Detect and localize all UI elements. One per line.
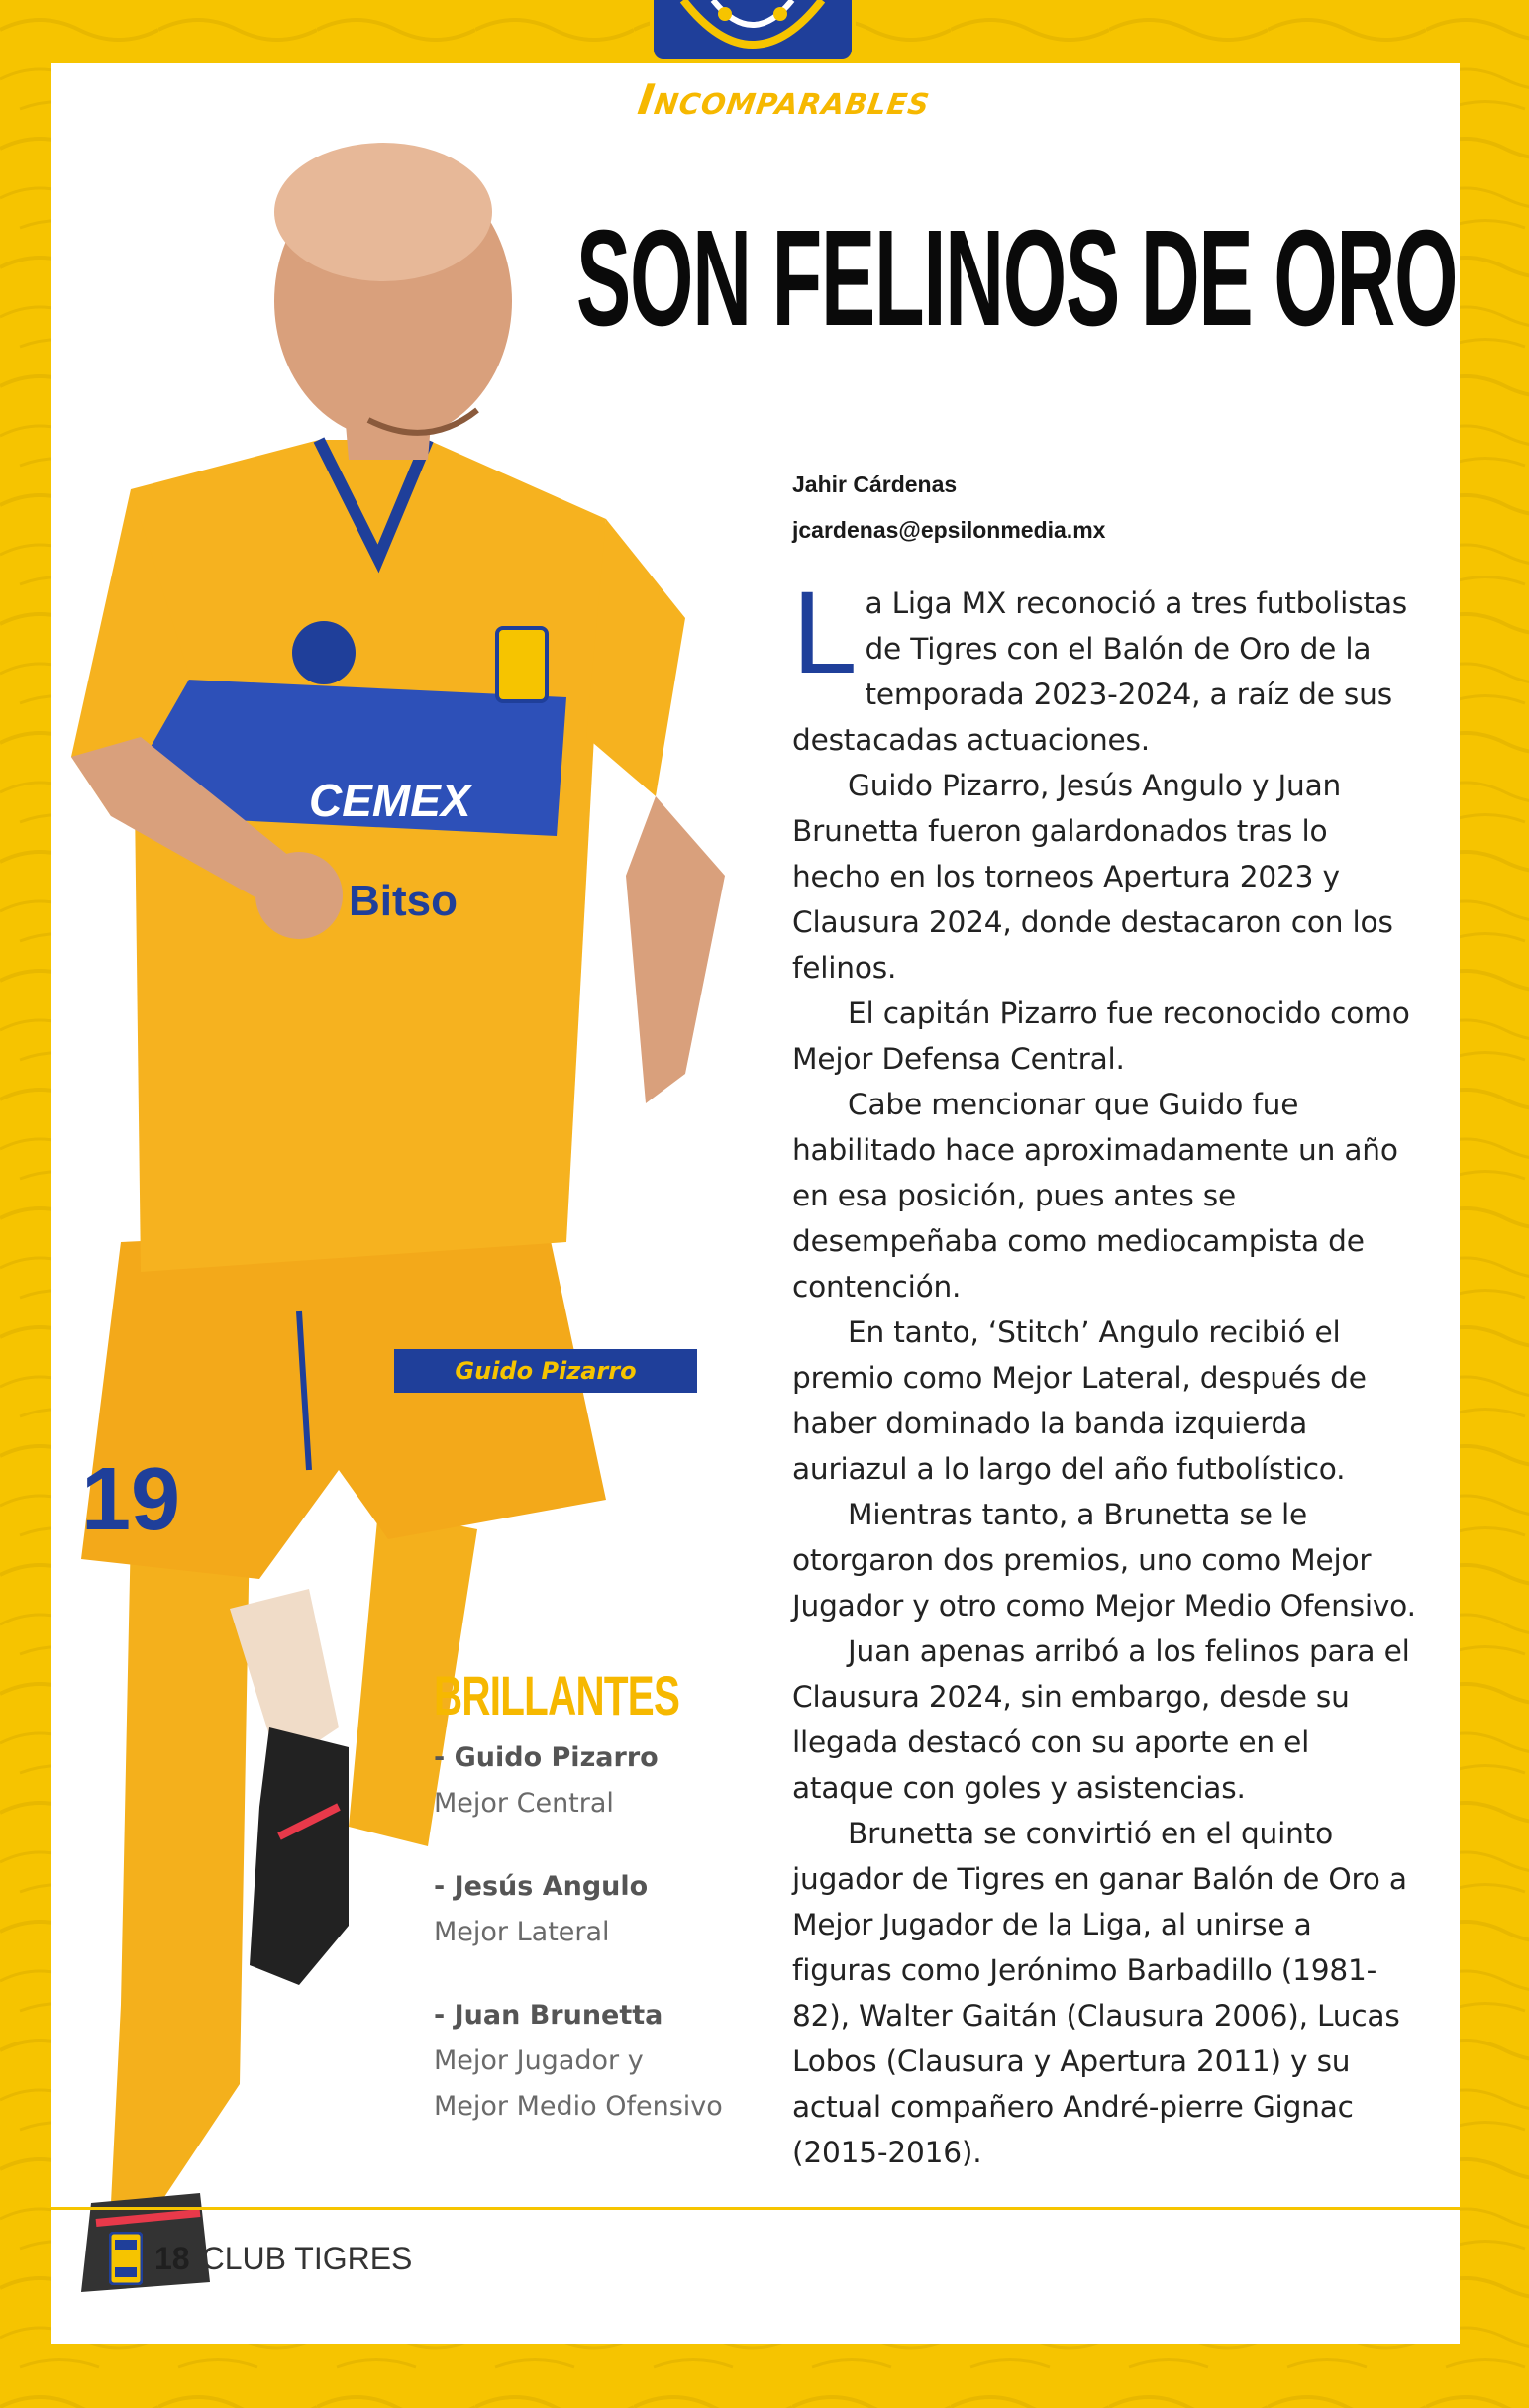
magazine-name: CLUB TIGRES [201, 2240, 413, 2276]
article-paragraph: Juan apenas arribó a los felinos para el Clausura 2024, sin embargo, desde su llegada destacó con su aporte en el ataque con goles y asistencias. [792, 1634, 1410, 1805]
award-player: - Jesús Angulo [434, 1871, 649, 1902]
awards-sidebar [434, 1666, 790, 2130]
author-email[interactable]: jcardenas@epsilonmedia.mx [792, 517, 1106, 543]
award-title: Mejor Lateral [434, 1917, 610, 1947]
article-paragraph: Guido Pizarro, Jesús Angulo y Juan Brunetta fueron galardonados tras lo hecho en los torneos Apertura 2023 y Clausura 2024, donde destacaron con los felinos. [792, 769, 1393, 985]
award-item [434, 1993, 790, 2130]
article-paragraph: La Liga MX reconoció a tres futbolistas de Tigres con el Balón de Oro de la temporada 2023-2024, a raíz de sus destacadas actuaciones. [792, 568, 1407, 757]
article-paragraph: Brunetta se convirtió en el quinto jugador de Tigres en ganar Balón de Oro a Mejor Jugador de la Liga, al unirse a figuras como Jerónimo Barbadillo (1981-82), Walter Gaitán (Clausura 2006), Lucas Lobos (Clausura y Apertura 2011) y su actual compañero André-pierre Gignac (2015-2016). [792, 1817, 1407, 2169]
article-paragraph: Cabe mencionar que Guido fue habilitado hace aproximadamente un año en esa posición, pues antes se desempeñaba como mediocampista de contención. [792, 1088, 1398, 1304]
section-kicker: Incomparables [635, 75, 934, 124]
sidebar-title: BRILLANTES [434, 1664, 680, 1727]
award-item [434, 1735, 790, 1827]
tigres-crest-icon [109, 2232, 143, 2285]
drop-cap: L [792, 568, 858, 698]
author-name: Jahir Cárdenas [792, 471, 958, 497]
jersey-number: 19 [81, 1450, 181, 1549]
award-title: Mejor Jugador y Mejor Medio Ofensivo [434, 2045, 723, 2122]
photo-caption: Guido Pizarro [394, 1349, 697, 1393]
award-player: - Juan Brunetta [434, 2000, 663, 2031]
article-paragraph: El capitán Pizarro fue reconocido como Mejor Defensa Central. [792, 996, 1410, 1076]
award-player: - Guido Pizarro [434, 1742, 659, 1773]
byline [792, 462, 1105, 553]
tigres-crest-icon [650, 0, 856, 63]
page-number: 18 [154, 2240, 190, 2276]
article-page [51, 63, 1460, 2344]
sponsor-logo: CEMEX [309, 775, 471, 826]
article-body [792, 568, 1418, 2175]
award-item [434, 1864, 790, 1955]
page-title: SON FELINOS DE ORO [576, 202, 1458, 355]
article-paragraph: Mientras tanto, a Brunetta se le otorgaron dos premios, uno como Mejor Jugador y otro como Mejor Medio Ofensivo. [792, 1498, 1416, 1623]
article-paragraph: En tanto, ‘Stitch’ Angulo recibió el premio como Mejor Lateral, después de haber dominado la banda izquierda auriazul a lo largo del año futbolístico. [792, 1315, 1367, 1486]
footer-divider [51, 2207, 1460, 2210]
page-footer [109, 2229, 412, 2288]
award-title: Mejor Central [434, 1788, 614, 1819]
sponsor-logo: Bitso [349, 877, 458, 925]
